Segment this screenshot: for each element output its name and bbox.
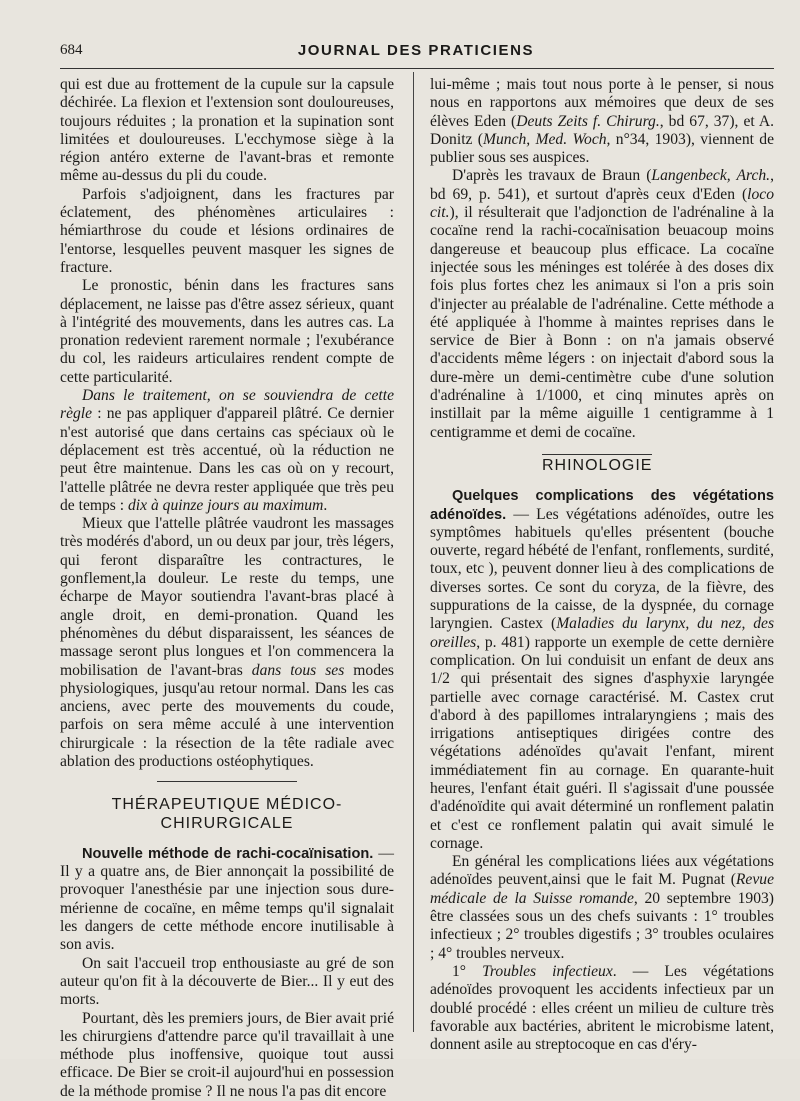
paragraph — [60, 845, 394, 955]
text: , bd 67, 37), et A. Donitz ( — [430, 112, 775, 148]
header-rule — [60, 68, 774, 69]
text: 1° — [452, 962, 483, 980]
section-title-rhinologie: RHINOLOGIE — [542, 454, 652, 475]
italic-text: Dans le traitement, on se souviendra de cette règle — [60, 387, 394, 423]
paragraph: Pourtant, dès les premiers jours, de Bier avait prié les chirurgiens d'attendre parce qu'il travaillait à une méthode plus inoffensive, quoique tout aussi efficace. De Bier se croit-il aujourd'hui en possession de la méthode promise ? Il ne nous l'a pas dit encore — [60, 1009, 394, 1100]
paragraph — [430, 487, 774, 853]
left-column — [60, 76, 394, 1101]
text: modes physiologiques, jusqu'au retour normal. Dans les cas anciens, avec perte des mouvements du coude, parfois on sera même acculé à une intervention chirurgicale : la résection de la tête radiale avec ablation des productions ostéophytiques. — [60, 661, 394, 770]
italic-text: loco cit. — [430, 185, 774, 222]
text: , 20 septembre 1903) être classées sous un des chefs suivants : 1° troubles infectieux ; 2° troubles digestifs ; 3° troubles oculaires ; 4° troubles nerveux. — [430, 889, 774, 962]
italic-text: Maladies du larynx, du nez, des oreilles — [430, 615, 775, 651]
paragraph — [430, 167, 774, 441]
text: En général les complications liées aux végétations adénoïdes peuvent,ainsi que le fait M. Pugnat ( — [430, 853, 774, 889]
column-divider — [413, 72, 414, 1032]
italic-text: dans tous ses — [251, 661, 345, 679]
paragraph: Le pronostic, bénin dans les fractures sans déplacement, ne laisse pas d'être assez sérieux, quant à l'intégrité des mouvements, dans les autres cas. La pronation redevient rarement normale ; l'exubérance du col, les raideurs articulaires rendent compte de cette particularité. — [60, 277, 394, 386]
text: n°34, 1903), viennent de publier sous ses auspices. — [430, 130, 774, 167]
italic-text: Munch, Med. Woch, — [482, 130, 611, 148]
text: — Les végétations adénoïdes, outre les symptômes habituels qu'elles présentent (bouche ouverte, regard hébété de l'enfant, ronflements, surdité, toux, etc ), peuvent donner lieu à des complications de diverses sortes. Ce sont du coryza, de la fièvre, des suppurations de la caisse, de la dyspnée, du cornage laryngien. Castex ( — [430, 505, 774, 633]
text: , p. 481) rapporte un exemple de cette dernière complication. On lui conduisit un enfant de deux ans 1/2 qui présentait des signes d'asphyxie laryngée partielle avec cornage caractérisé. M. Castex crut d'abord à des papillomes intralaryngiens ; mais des irrigations antiseptiques dirigées contre des végétations adénoïdes qu'avait l'enfant, mirent immédiatement fin au cornage. En quarante-huit heures, l'enfant était guéri. Il s'agissait d'une poussée d'adénoïdite qui avait déterminé un ronflement palatin et c'est ce ronflement palatin qui avait simulé le cornage. — [430, 633, 774, 852]
paragraph — [430, 76, 774, 167]
paragraph — [430, 853, 774, 963]
page-header — [60, 42, 772, 68]
text: — Il y a quatre ans, de Bier annonçait la possibilité de provoquer l'anesthésie par une injection sous dure-mérienne de cocaïne, en même temps qu'il signalait les dangers de cette méthode encore inutilisable à son avis. — [60, 844, 394, 954]
text: ), il résulterait que l'adjonction de l'adrénaline à la cocaïne rend la rachi-cocaïnisation beuacoup moins dangereuse et beaucoup plus efficace. La cocaïne injectée sous les méninges est tolérée à des doses dix fois plus fortes chez les animaux si l'on a pris soin d'injecter au préalable de l'adrénaline. Cette méthode a été appliquée à l'homme à maintes reprises dans le service de Bier à Bonn : on n'a jamais observé d'accidents même légers : on injectait d'abord sous la dure-mère un demi-centimètre cube d'une solution d'adrénaline à 1/1000, et cinq minutes après on instillait par la même aiguille 1 centigramme à 1 centigramme et demi de cocaïne. — [430, 204, 774, 441]
italic-text: Revue médicale de la Suisse romande — [430, 871, 774, 907]
italic-text: Troubles infectieux — [482, 962, 613, 980]
section-title-therapeutique: THÉRAPEUTIQUE MÉDICO-CHIRURGICALE — [111, 796, 343, 832]
text: Mieux que l'attelle plâtrée vaudront les massages très modérés d'abord, un ou deux par jour, très légers, qui feront disparaître les contractures, le gonflement,la douleur. Le reste du temps, une écharpe de Mayor soutiendra l'avant-bras placé à angle droit, en demi-pronation. Quand les phénomènes du début disparaissent, les séances de massage seront plus longues et l'on commencera la mobilisation de l'avant-bras — [60, 515, 394, 679]
paragraph — [430, 963, 774, 1054]
paragraph: Parfois s'adjoignent, dans les fractures par éclatement, des phénomènes articulaires : hémiarthrose du coude et lésions ordinaires de l'entorse, lesquelles peuvent masquer les signes de fracture. — [60, 185, 394, 276]
page-number: 684 — [60, 42, 83, 58]
article-title: Quelques complications des végétations adénoïdes. — [430, 488, 774, 523]
paragraph — [60, 387, 394, 515]
text: . — [323, 496, 328, 514]
italic-text: Langenbeck, Arch. — [651, 167, 771, 185]
journal-title: JOURNAL DES PRATICIENS — [297, 42, 535, 59]
text: , bd 69, p. 541), et surtout d'après ceux d'Eden ( — [430, 167, 774, 203]
right-column — [430, 76, 774, 1054]
text: . — Les végétations adénoïdes provoquent les accidents infectieux par un doublé procédé : elles créent un milieu de culture très favorable aux bactéries, abritent le microbisme latent, donnent asile au streptocoque en cas d'éry- — [430, 962, 774, 1054]
italic-text: dix à quinze jours au maximum — [128, 496, 324, 514]
paragraph — [60, 515, 394, 771]
article-title: Nouvelle méthode de rachi-cocaïnisation. — [82, 845, 374, 862]
italic-text: Deuts Zeits f. Chirurg. — [516, 112, 660, 130]
paragraph: qui est due au frottement de la cupule sur la capsule déchirée. La flexion et l'extension sont douloureuses, toujours réduites ; la pronation et la supination sont limitées et douloureuses. L'ecchymose siège à la région antéro externe de l'avant-bras et remonte même au-dessus du pli du coude. — [60, 76, 394, 185]
text: lui-même ; mais tout nous porte à le penser, si nous nous en rapportons aux mémoires que deux de ses élèves Eden ( — [430, 76, 774, 130]
section-rule — [157, 781, 297, 782]
text: D'après les travaux de Braun ( — [452, 167, 652, 185]
paragraph: On sait l'accueil trop enthousiaste au gré de son auteur qu'on fit à la découverte de Bier... Il y eut des morts. — [60, 954, 394, 1009]
text: : ne pas appliquer d'appareil plâtré. Ce dernier n'est autorisé que dans certains cas spéciaux où le déplacement est très accentué, où la réduction ne peut être maintenue. Dans les cas où on y recourt, l'attelle plâtrée ne devra rester appliquée que très peu de temps : — [60, 405, 394, 514]
